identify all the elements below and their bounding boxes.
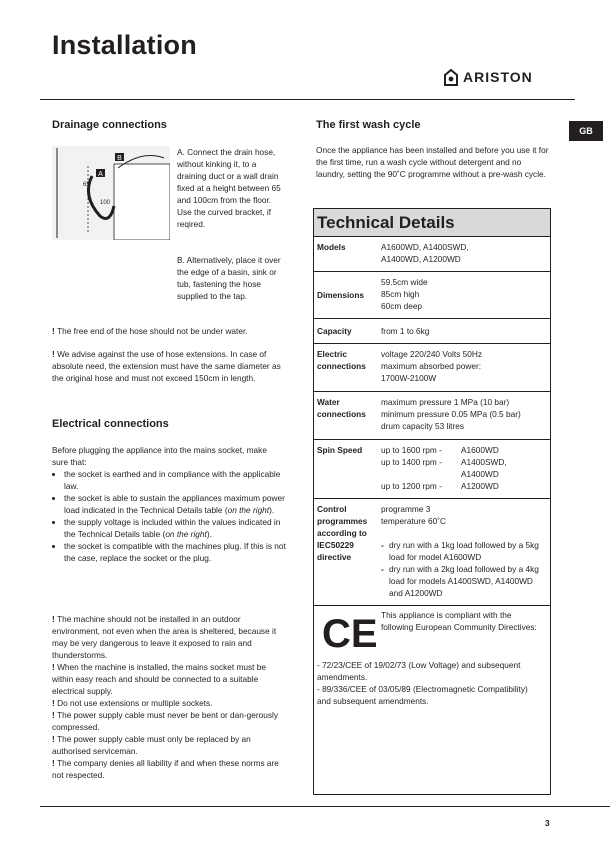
house-icon (444, 69, 458, 86)
table-row-dimensions: Dimensions 59.5cm wide 85cm high 60cm deep (314, 272, 550, 319)
table-row-ce-compliance (314, 606, 550, 794)
table-row-spin-speed: Spin Speed up to 1600 rpm - A1600WD up to 1400 rpm - A1400SWD, A1400WD up to 1200 rpm - A1200WD (314, 440, 550, 499)
drainage-heading: Drainage connections (52, 119, 167, 131)
language-tab: GB (569, 121, 603, 141)
list-item: • the supply voltage is included within the values indicated in the Technical Details table (on the right). (64, 516, 290, 540)
warning-item: ! The machine should not be installed in an outdoor environment, not even when the area is sheltered, because it may be very dangerous to leave it exposed to rain and thunderstorms. (52, 614, 277, 660)
ce-directive-emc: - 89/336/CEE of 03/05/89 (Electromagnetic Compatibility) and subsequent amendments. (317, 684, 528, 706)
fig-measure-65: 65 (83, 182, 90, 188)
fig-measure-100: 100 (100, 200, 111, 206)
list-item: • the socket is compatible with the machines plug. If this is not the case, replace the socket or the plug. (64, 540, 290, 564)
technical-details-heading: Technical Details (314, 209, 550, 237)
page-number: 3 (545, 818, 550, 828)
drain-hose-figure (52, 146, 170, 240)
warning-item: ! The power supply cable must never be bent or dan-gerously compressed. (52, 710, 278, 732)
ce-directive-low-voltage: - 72/23/CEE of 19/02/73 (Low Voltage) and subsequent amendments. (317, 660, 521, 682)
warning-item: ! When the machine is installed, the mains socket must be within easy reach and should be connected to a suitable electrical supply. (52, 662, 266, 696)
fig-label-b: B (117, 155, 122, 162)
svg-text:CE: CE (322, 612, 378, 652)
table-row-control-programmes: Control programmes according to IEC50229 directive programme 3 temperature 60˚C - dry run with a 1kg load followed by a 5kg load for model A1600WD - dry run with a 2kg load followed by a 4kg load for models A1400SWD, A1400WD and A1200WD (314, 499, 550, 606)
warning-mark: ! (52, 326, 58, 336)
ce-intro: This appliance is compliant with the following European Community Directives: (381, 610, 537, 632)
list-item: • the socket is able to sustain the appliances maximum power load indicated in the Technical Details table (on the right). (64, 492, 290, 516)
drainage-option-b: B. Alternatively, place it over the edge of a basin, sink or tub, fastening the hose supplied to the tap. (177, 255, 281, 301)
warning-mark: ! (52, 349, 58, 359)
first-wash-heading: The first wash cycle (316, 119, 421, 131)
page-title: Installation (52, 30, 197, 60)
list-item: • the socket is earthed and in compliance with the applicable law. (64, 468, 290, 492)
header-rule (40, 99, 575, 100)
table-row-electric: Electric connections voltage 220/240 Volts 50Hz maximum absorbed power: 1700W-2100W (314, 344, 550, 392)
first-wash-text: Once the appliance has been installed and before you use it for the first time, run a wash cycle without detergent and no laundry, setting the 90˚C programme without a pre-wash cycle. (316, 145, 549, 179)
electrical-checklist (52, 468, 290, 564)
warning-item: ! The power supply cable must only be replaced by an authorised serviceman. (52, 734, 251, 756)
technical-details-table (313, 208, 551, 795)
ce-mark-icon (322, 612, 378, 652)
table-row-models: Models A1600WD, A1400SWD, A1400WD, A1200WD (314, 238, 550, 272)
table-row-water: Water connections maximum pressure 1 MPa (10 bar) minimum pressure 0.05 MPa (0.5 bar) drum capacity 53 litres (314, 392, 550, 440)
warning-hose-water: ! The free end of the hose should not be under water. (52, 326, 248, 336)
electrical-heading: Electrical connections (52, 418, 169, 430)
electrical-intro: Before plugging the appliance into the mains socket, make sure that: (52, 445, 267, 467)
warning-item: ! Do not use extensions or multiple sockets. (52, 698, 213, 708)
fig-label-a: A (98, 171, 103, 178)
brand-logo (444, 68, 533, 86)
electrical-warnings (52, 613, 282, 781)
drainage-option-a: A. Connect the drain hose, without kinking it, to a draining duct or a wall drain fixed at a height between 65 and 100cm from the floor. Use the curved bracket, if reqired. (177, 147, 281, 229)
brand-name: ARISTON (463, 69, 533, 85)
warning-hose-extension: ! We advise against the use of hose extensions. In case of absolute need, the extension must have the same diameter as the original hose and must not exceed 150cm in length. (52, 349, 281, 383)
warning-item: ! The company denies all liability if and when these norms are not respected. (52, 758, 279, 780)
footer-rule (40, 806, 610, 807)
table-row-capacity: Capacity from 1 to 6kg (314, 319, 550, 344)
